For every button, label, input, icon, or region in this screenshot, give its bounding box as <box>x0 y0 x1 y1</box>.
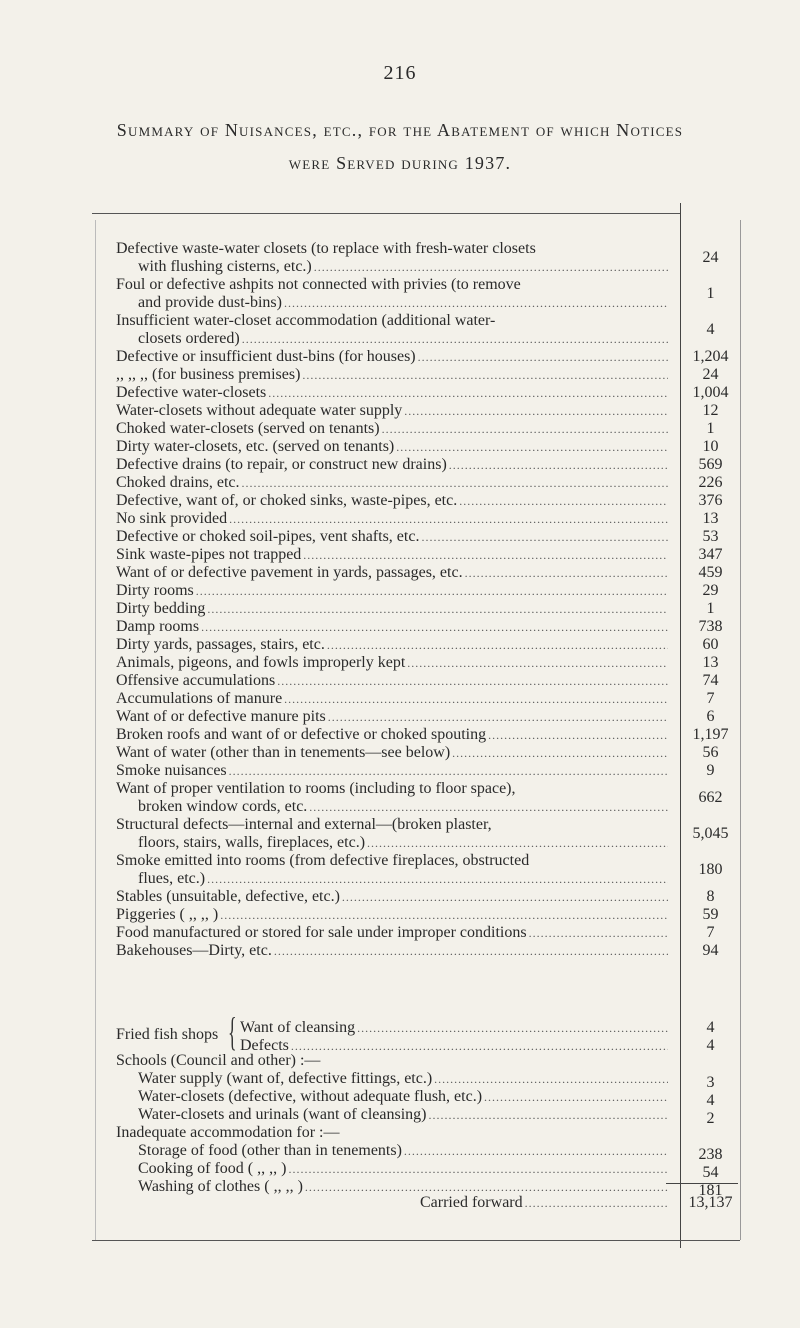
item-value: 226 <box>698 474 723 491</box>
list-item <box>116 582 668 600</box>
item-label: Defective water-closets <box>116 384 267 401</box>
item-label: Want of water (other than in tenements—see below) <box>116 744 451 761</box>
item-label: Sink waste-pipes not trapped <box>116 546 302 563</box>
item-value: 94 <box>702 942 719 959</box>
list-item <box>116 942 668 960</box>
inadequate-heading-label: Inadequate accommodation for :— <box>116 1124 340 1141</box>
item-label: Smoke nuisances <box>116 762 227 779</box>
list-item <box>240 1019 668 1037</box>
list-item-label: Water-closets and urinals (want of cleansing) <box>138 1106 427 1123</box>
item-label: Animals, pigeons, and fowls improperly kept <box>116 654 406 671</box>
item-value: 3 <box>706 1074 715 1091</box>
brace-icon: { <box>228 1009 237 1054</box>
item-value: 60 <box>702 636 719 653</box>
item-value: 13 <box>702 510 719 527</box>
list-item <box>116 888 668 906</box>
item-value: 12 <box>702 402 719 419</box>
list-item <box>116 852 668 888</box>
item-label: Water-closets without adequate water supply <box>116 402 403 419</box>
list-item <box>116 312 668 348</box>
column-divider <box>680 203 681 1248</box>
item-label: Dirty bedding <box>116 600 206 617</box>
item-label: Stables (unsuitable, defective, etc.) <box>116 888 340 905</box>
list-item <box>116 708 668 726</box>
fried-opt2-label: Defects <box>240 1037 289 1054</box>
item-label-continued: flues, etc.) <box>138 870 206 887</box>
item-value: 181 <box>698 1182 723 1199</box>
item-value: 24 <box>702 249 719 266</box>
list-item-label: Water-closets (defective, without adequate flush, etc.) <box>138 1088 483 1105</box>
list-item <box>116 780 668 816</box>
table-top-rule <box>92 213 680 214</box>
carried-forward-label: Carried forward <box>420 1194 523 1211</box>
item-label-continued: with flushing cisterns, etc.) <box>138 258 312 275</box>
list-item-label: Cooking of food ( ,, ,, ) <box>138 1160 287 1177</box>
item-value: 1,197 <box>692 726 729 743</box>
item-label-continued: closets ordered) <box>138 330 240 347</box>
list-item <box>116 474 668 492</box>
item-value: 180 <box>698 861 723 878</box>
item-value: 56 <box>702 744 719 761</box>
item-value: 347 <box>698 546 723 563</box>
item-value: 1 <box>706 285 715 302</box>
item-value: 24 <box>702 366 719 383</box>
item-label: Dirty yards, passages, stairs, etc. <box>116 636 325 653</box>
item-value: 738 <box>698 618 723 635</box>
item-value: 569 <box>698 456 723 473</box>
item-label: Dirty water-closets, etc. (served on tenants) <box>116 438 395 455</box>
item-value: 5,045 <box>692 825 729 842</box>
item-value: 459 <box>698 564 723 581</box>
list-item <box>240 1037 668 1055</box>
list-item <box>116 438 668 456</box>
item-value: 4 <box>706 321 715 338</box>
list-item <box>116 456 668 474</box>
item-value: 54 <box>702 1164 719 1181</box>
list-item-label: Storage of food (other than in tenements) <box>138 1142 402 1159</box>
item-value: 7 <box>706 690 715 707</box>
list-item <box>116 510 668 528</box>
item-value: 238 <box>698 1146 723 1163</box>
item-label-continued: and provide dust-bins) <box>138 294 282 311</box>
list-item <box>116 546 668 564</box>
list-item-label: Washing of clothes ( ,, ,, ) <box>138 1178 303 1195</box>
list-item <box>138 1160 668 1178</box>
list-item <box>116 672 668 690</box>
list-item <box>138 1070 668 1088</box>
item-value: 9 <box>706 762 715 779</box>
item-label: Defective drains (to repair, or construct new drains) <box>116 456 447 473</box>
carried-forward-value: 13,137 <box>688 1194 733 1211</box>
item-value: 1 <box>706 600 715 617</box>
list-item <box>116 690 668 708</box>
item-label: No sink provided <box>116 510 228 527</box>
item-label: Want of or defective manure pits <box>116 708 326 725</box>
item-value: 7 <box>706 924 715 941</box>
item-label: ,, ,, ,, (for business premises) <box>116 366 301 383</box>
list-item <box>138 1088 668 1106</box>
list-item <box>116 348 668 366</box>
schools-heading-label: Schools (Council and other) :— <box>116 1052 321 1069</box>
fried-opt1-value: 4 <box>706 1019 715 1036</box>
item-value: 8 <box>706 888 715 905</box>
item-value: 13 <box>702 654 719 671</box>
item-label: Bakehouses—Dirty, etc. <box>116 942 272 959</box>
list-item <box>116 600 668 618</box>
item-label-continued: floors, stairs, walls, fireplaces, etc.) <box>138 834 366 851</box>
list-item <box>116 420 668 438</box>
list-item <box>116 528 668 546</box>
item-value: 29 <box>702 582 719 599</box>
heading-line-1: Summary of Nuisances, etc., for the Abatement of which Notices <box>116 120 684 140</box>
item-label: Broken roofs and want of or defective or choked spouting <box>116 726 487 743</box>
item-label: Choked water-closets (served on tenants) <box>116 420 380 437</box>
item-value: 59 <box>702 906 719 923</box>
item-label: Piggeries ( ,, ,, ) <box>116 906 219 923</box>
list-item <box>116 762 668 780</box>
item-label-continued: broken window cords, etc. <box>138 798 308 815</box>
item-label: Want of proper ventilation to rooms (including to floor space), <box>116 780 516 797</box>
inadequate-heading <box>116 1124 668 1142</box>
list-item <box>116 618 668 636</box>
item-label: Insufficient water-closet accommodation (additional water- <box>116 312 496 329</box>
table-left-rule <box>95 220 96 1240</box>
list-item <box>138 1106 668 1124</box>
item-label: Defective or insufficient dust-bins (for houses) <box>116 348 416 365</box>
item-value: 10 <box>702 438 719 455</box>
item-value: 53 <box>702 528 719 545</box>
table-bottom-rule <box>92 1240 740 1241</box>
list-item <box>116 816 668 852</box>
item-value: 1,004 <box>692 384 729 401</box>
item-value: 662 <box>698 789 723 806</box>
list-item <box>138 1142 668 1160</box>
item-label: Foul or defective ashpits not connected with privies (to remove <box>116 276 521 293</box>
list-item <box>116 924 668 942</box>
list-item <box>116 492 668 510</box>
heading-line-2: were Served during 1937. <box>288 153 512 173</box>
list-item <box>116 906 668 924</box>
list-item <box>116 402 668 420</box>
carried-forward <box>420 1194 668 1212</box>
list-item <box>116 744 668 762</box>
item-value: 1 <box>706 420 715 437</box>
list-item <box>116 276 668 312</box>
item-value: 2 <box>706 1110 715 1127</box>
fried-opt2-value: 4 <box>706 1037 715 1054</box>
list-item <box>116 384 668 402</box>
list-item <box>116 564 668 582</box>
fried-opt1-label: Want of cleansing <box>240 1019 356 1036</box>
item-label: Want of or defective pavement in yards, passages, etc. <box>116 564 463 581</box>
item-label: Accumulations of manure <box>116 690 283 707</box>
item-label: Defective waste-water closets (to replace with fresh-water closets <box>116 240 536 257</box>
table-right-rule <box>740 220 741 1240</box>
item-label: Smoke emitted into rooms (from defective fireplaces, obstructed <box>116 852 530 869</box>
item-label: Food manufactured or stored for sale under improper conditions <box>116 924 527 941</box>
item-label: Damp rooms <box>116 618 200 635</box>
item-value: 6 <box>706 708 715 725</box>
list-item <box>116 366 668 384</box>
item-value: 376 <box>698 492 723 509</box>
item-value: 1,204 <box>692 348 729 365</box>
item-label: Structural defects—internal and external—(broken plaster, <box>116 816 492 833</box>
list-item <box>116 654 668 672</box>
item-label: Defective, want of, or choked sinks, waste-pipes, etc. <box>116 492 458 509</box>
item-value: 74 <box>702 672 719 689</box>
item-label: Offensive accumulations <box>116 672 276 689</box>
item-label: Defective or choked soil-pipes, vent shafts, etc. <box>116 528 420 545</box>
item-label: Choked drains, etc. <box>116 474 240 491</box>
fried-fish-label: Fried fish shops <box>116 1026 219 1043</box>
list-item <box>116 240 668 276</box>
list-item <box>116 636 668 654</box>
item-value: 4 <box>706 1092 715 1109</box>
list-item-label: Water supply (want of, defective fittings, etc.) <box>138 1070 433 1087</box>
item-label: Dirty rooms <box>116 582 194 599</box>
page-number: 216 <box>383 62 417 84</box>
list-item <box>116 726 668 744</box>
